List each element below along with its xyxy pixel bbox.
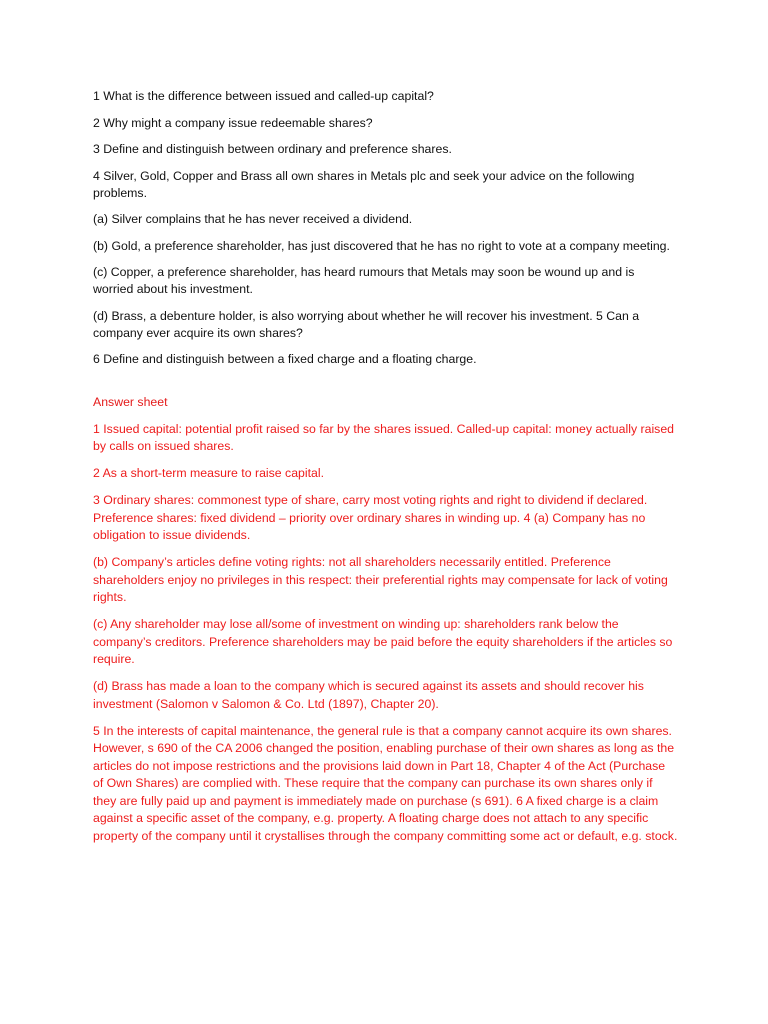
document-body [93, 88, 678, 855]
question-1: 1 What is the difference between issued and called-up capital? [93, 89, 434, 103]
answer-4b: (b) Company’s articles define voting rights: not all shareholders necessarily entitled. Preference shareholders enjoy no privileges in this respect: their preferential rights may compensate for lack of voting rights. [93, 555, 668, 604]
answer-1: 1 Issued capital: potential profit raised so far by the shares issued. Called-up capital: money actually raised by calls on issued shares. [93, 421, 674, 453]
question-2: 2 Why might a company issue redeemable shares? [93, 115, 373, 130]
answer-sheet-heading: Answer sheet [93, 395, 168, 409]
question-4b: (b) Gold, a preference shareholder, has just discovered that he has no right to vote at a company meeting. [93, 238, 670, 253]
question-4: 4 Silver, Gold, Copper and Brass all own shares in Metals plc and seek your advice on the following problems. [93, 168, 635, 200]
question-6: 6 Define and distinguish between a fixed charge and a floating charge. [93, 352, 477, 366]
answer-2: 2 As a short-term measure to raise capital. [93, 466, 325, 480]
answer-5-and-6: 5 In the interests of capital maintenance, the general rule is that a company cannot acquire its own shares. However, s 690 of the CA 2006 changed the position, enabling purchase of their own shares as long as the articles do not impose restrictions and the provisions laid down in Part 18, Chapter 4 of the Act (Purchase of Own Shares) are complied with. These require that the company can purchase its own shares only if they are fully paid up and payment is immediately made on purchase (s 691). 6 A fixed charge is a claim against a specific asset of the company, e.g. property. A floating charge does not attach to any specific property of the company until it crystallises through the company committing some act or default, e.g. stock. [93, 723, 678, 843]
question-4d-and-5: (d) Brass, a debenture holder, is also worrying about whether he will recover his investment. 5 Can a company ever acquire its own shares? [93, 308, 640, 340]
questions-section [93, 88, 678, 368]
question-4a: (a) Silver complains that he has never received a dividend. [93, 212, 413, 226]
answer-4c: (c) Any shareholder may lose all/some of investment on winding up: shareholders rank below the company’s creditors. Preference shareholders may be paid before the equity shareholders if the articles so require. [93, 617, 673, 666]
answer-4d: (d) Brass has made a loan to the company which is secured against its assets and should recover his investment (Salomon v Salomon & Co. Ltd (1897), Chapter 20). [93, 679, 644, 711]
question-4c: (c) Copper, a preference shareholder, has heard rumours that Metals may soon be wound up and is worried about his investment. [93, 265, 635, 296]
question-3: 3 Define and distinguish between ordinary and preference shares. [93, 142, 452, 156]
answers-section [93, 394, 678, 845]
answer-3-and-4a: 3 Ordinary shares: commonest type of share, carry most voting rights and right to dividend if declared. Preference shares: fixed dividend – priority over ordinary shares in winding up. 4 (a) Company has no obligation to issue dividends. [93, 493, 648, 542]
